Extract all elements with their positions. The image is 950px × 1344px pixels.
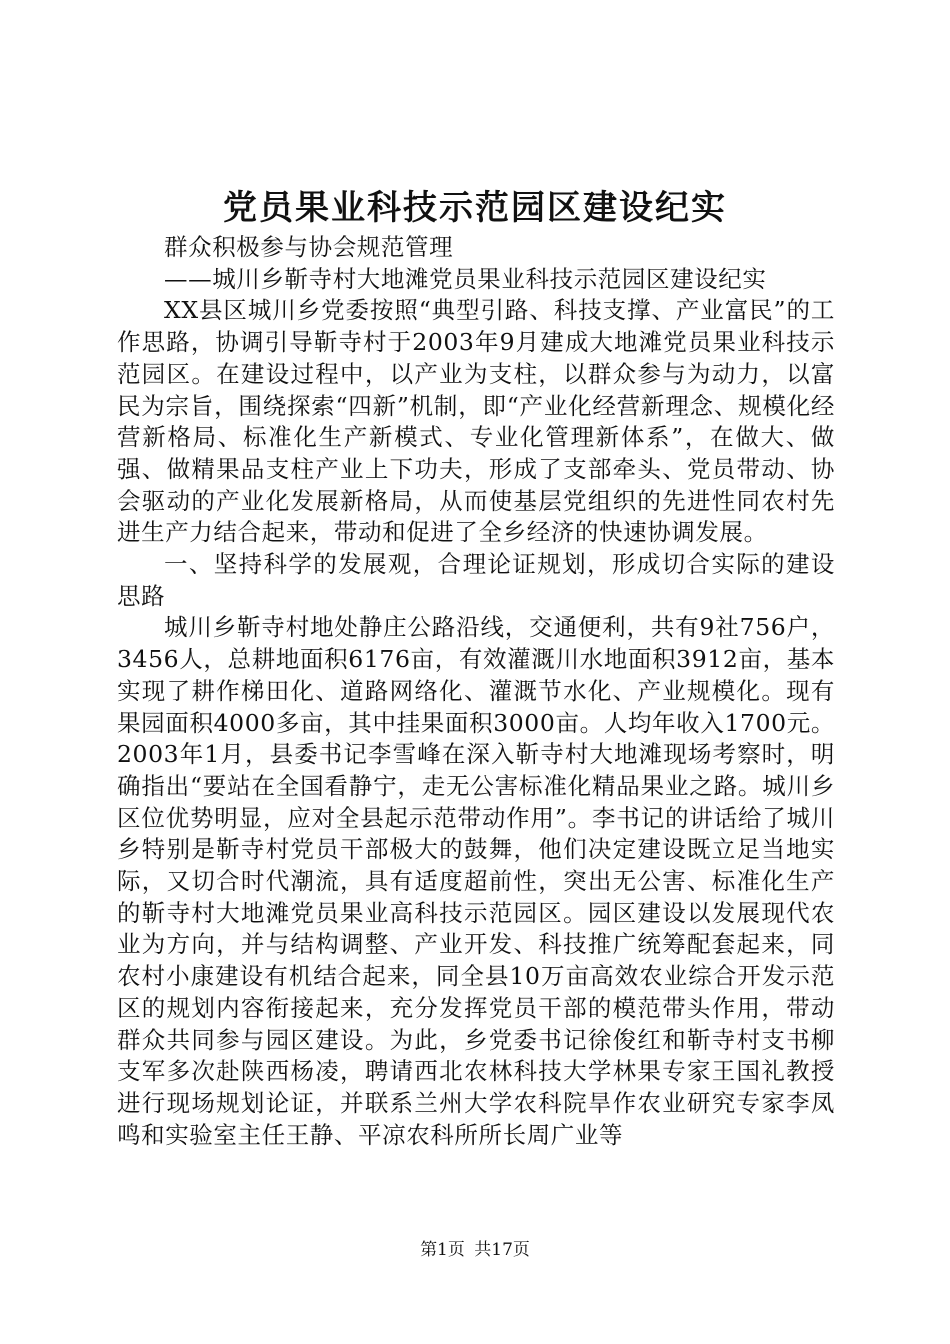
paragraph-intro: XX县区城川乡党委按照“典型引路、科技支撑、产业富民”的工作思路，协调引导靳寺村于2003年9月建成大地滩党员果业科技示范园区。在建设过程中，以产业为支柱，以群众参与为动力，以富民为宗旨，围绕探索“四新”机制，即“产业化经营新理念、规模化经营新格局、标准化生产新模式、专业化管理新体系”，在做大、做强、做精果品支柱产业上下功夫，形成了支部牵头、党员带动、协会驱动的产业化发展新格局，从而使基层党组织的先进性同农村先进生产力结合起来，带动和促进了全乡经济的快速协调发展。 [117,296,835,547]
document-body [117,232,835,1151]
byline: ——城川乡靳寺村大地滩党员果业科技示范园区建设纪实 [164,264,767,293]
document-title: 党员果业科技示范园区建设纪实 [223,188,727,228]
section-heading: 一、坚持科学的发展观，合理论证规划，形成切合实际的建设思路 [117,550,835,610]
paragraph-section-one: 城川乡靳寺村地处静庄公路沿线，交通便利，共有9社756户，3456人，总耕地面积6176亩，有效灌溉川水地面积3912亩，基本实现了耕作梯田化、道路网络化、灌溉节水化、产业规模化。现有果园面积4000多亩，其中挂果面积3000亩。人均年收入1700元。2003年1月，县委书记李雪峰在深入靳寺村大地滩现场考察时，明确指出“要站在全国看静宁，走无公害标准化精品果业之路。城川乡区位优势明显，应对全县起示范带动作用”。李书记的讲话给了城川乡特别是靳寺村党员干部极大的鼓舞，他们决定建设既立足当地实际，又切合时代潮流，具有适度超前性，突出无公害、标准化生产的靳寺村大地滩党员果业高科技示范园区。园区建设以发展现代农业为方向，并与结构调整、产业开发、科技推广统筹配套起来，同农村小康建设有机结合起来，同全县10万亩高效农业综合开发示范区的规划内容衔接起来，充分发挥党员干部的模范带头作用，带动群众共同参与园区建设。为此，乡党委书记徐俊红和靳寺村支书柳支军多次赴陕西杨凌，聘请西北农林科技大学林果专家王国礼教授进行现场规划论证，并联系兰州大学农科院旱作农业研究专家李凤鸣和实验室主任王静、平凉农科所所长周广业等 [117,613,835,1149]
subtitle: 群众积极参与协会规范管理 [164,233,454,261]
page-number-footer: 第1页 共17页 [420,1240,530,1260]
